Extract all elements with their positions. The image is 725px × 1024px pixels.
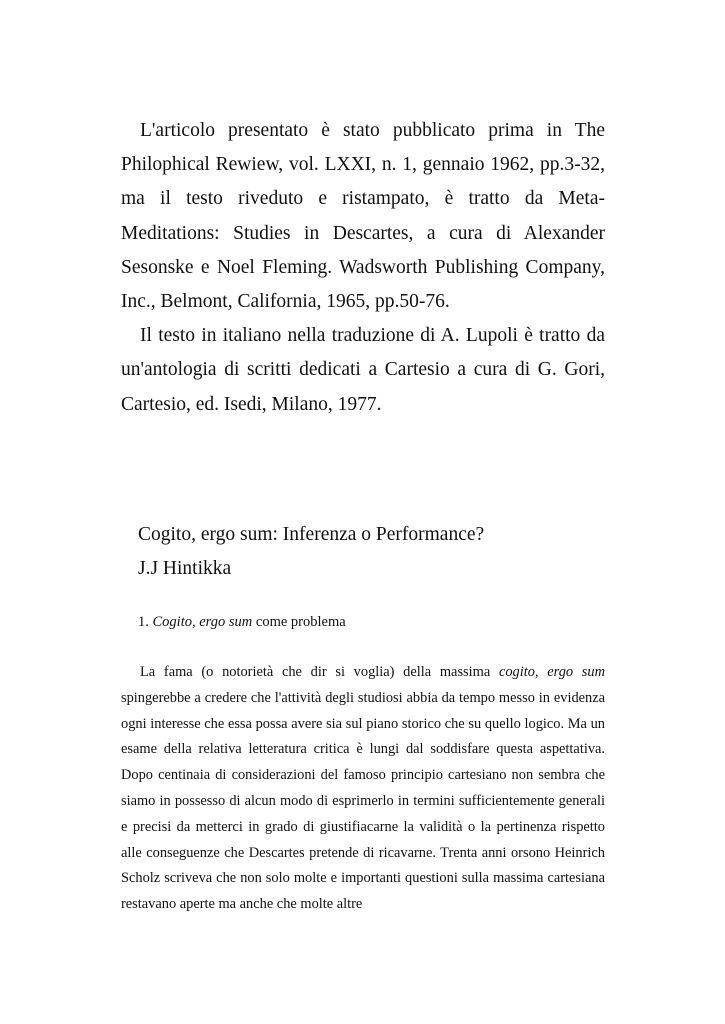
body-text-continuation: spingerebbe a credere che l'attività degli studiosi abbia da tempo messo in evidenza ogni interesse che essa possa avere sia sul piano storico che su quello logico. Ma un esame della relativa letteratura critica è lungi dal soddisfare questa aspettativa. Dopo centinaia di considerazioni del famoso principio cartesiano non sembra che siamo in possesso di alcun modo di esprimerlo in termini sufficientemente generali e precisi da metterci in grado di giustifiacarne la validità o la pertinenza rispetto alle conseguenze che Descartes pretende di ricavarne. Trenta anni orsono Heinrich Scholz scriveva che non solo molte e importanti questioni sulla massima cartesiana restavano aperte ma anche che molte altre bbox=[121, 689, 605, 913]
section-heading bbox=[138, 612, 346, 632]
article-header bbox=[138, 518, 484, 586]
body-text-emphasis: cogito, ergo sum bbox=[498, 664, 605, 680]
publication-note bbox=[121, 114, 605, 422]
publication-note-paragraph-1: L'articolo presentato è stato pubblicato prima in The Philophical Rewiew, vol. LXXI, n. 1, gennaio 1962, pp.3-32, ma il testo riveduto e ristampato, è tratto da Meta-Meditations: Studies in Descartes, a cura di Alexander Sesonske e Noel Fleming. Wadsworth Publishing Company, Inc., Belmont, California, 1965, pp.50-76. bbox=[121, 120, 605, 313]
article-author: J.J Hintikka bbox=[138, 558, 232, 579]
section-heading-text: come problema bbox=[255, 614, 346, 630]
publication-note-paragraph-2: Il testo in italiano nella traduzione di A. Lupoli è tratto da un'antologia di scritti dedicati a Cartesio a cura di G. Gori, Cartesio, ed. Isedi, Milano, 1977. bbox=[121, 325, 605, 415]
body-paragraph bbox=[121, 660, 605, 918]
body-text bbox=[121, 660, 605, 918]
article-title: Cogito, ergo sum: Inferenza o Performance? bbox=[138, 524, 485, 545]
section-heading-emphasis: Cogito, ergo sum bbox=[152, 614, 253, 630]
section-number: 1. bbox=[138, 614, 149, 630]
body-text-intro: La fama (o notorietà che dir si voglia) della massima bbox=[140, 664, 491, 680]
